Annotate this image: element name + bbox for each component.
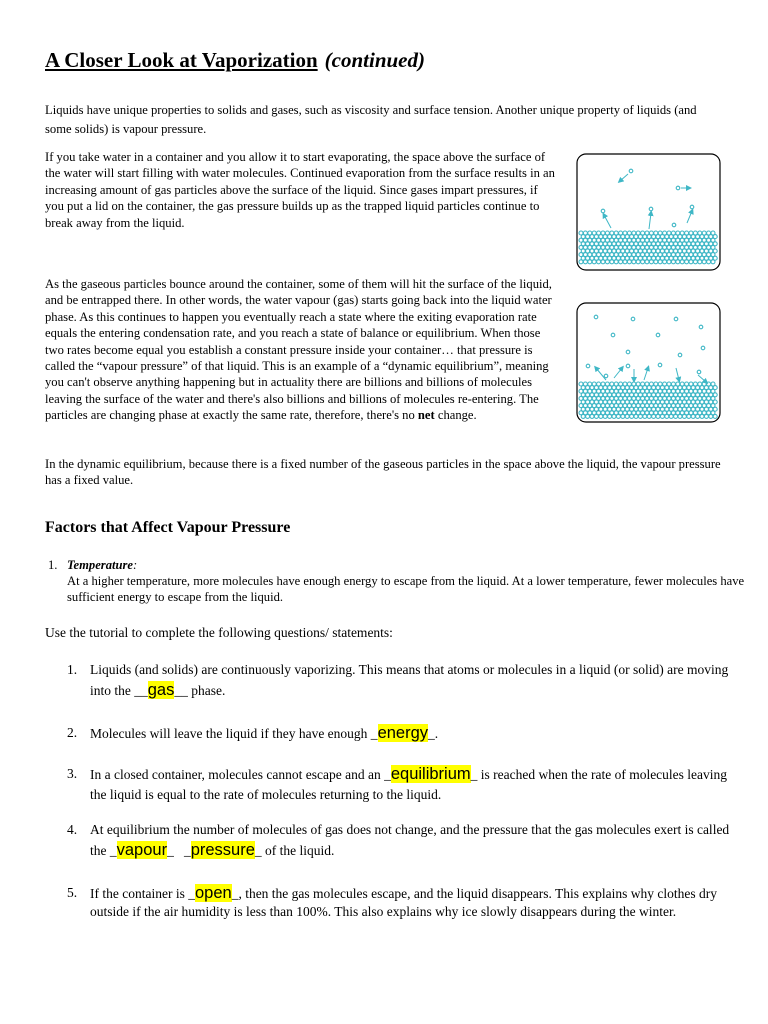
answer-highlight: vapour xyxy=(116,841,168,859)
molecule xyxy=(701,346,705,350)
answer-highlight-2: pressure xyxy=(190,841,255,859)
fixed-value-paragraph: In the dynamic equilibrium, because there is a fixed number of the gaseous particles in the space above the liquid, the vapour pressure has a fixed value. xyxy=(45,457,721,488)
molecule xyxy=(649,207,653,211)
molecule xyxy=(663,260,667,264)
molecule xyxy=(649,260,653,264)
molecule xyxy=(594,414,598,418)
molecule xyxy=(674,414,678,418)
molecule xyxy=(630,414,634,418)
molecule xyxy=(616,414,620,418)
molecule xyxy=(656,333,660,337)
molecule xyxy=(590,414,594,418)
molecule xyxy=(611,333,615,337)
molecule xyxy=(619,260,623,264)
molecule xyxy=(627,260,631,264)
molecule xyxy=(603,414,607,418)
molecule xyxy=(699,325,703,329)
molecule xyxy=(707,260,711,264)
liquid-molecules xyxy=(579,382,717,418)
molecule xyxy=(654,260,658,264)
molecule xyxy=(678,353,682,357)
molecule xyxy=(610,260,614,264)
molecule xyxy=(634,414,638,418)
answer-highlight: open xyxy=(194,884,232,902)
liquid-molecules xyxy=(579,231,717,264)
molecule xyxy=(713,414,717,418)
molecule xyxy=(625,414,629,418)
molecule xyxy=(665,414,669,418)
molecule xyxy=(696,414,700,418)
molecule xyxy=(643,414,647,418)
molecule xyxy=(667,260,671,264)
molecule xyxy=(621,414,625,418)
molecule xyxy=(697,370,701,374)
molecule xyxy=(711,260,715,264)
molecule xyxy=(597,260,601,264)
molecule xyxy=(629,169,633,173)
open-evaporation-figure xyxy=(576,153,721,271)
intro-paragraph: Liquids have unique properties to solids and gases, such as viscosity and surface tension. Another unique property of liquids (and some solids) is vapour pressure. xyxy=(45,103,697,136)
molecule xyxy=(586,364,590,368)
molecule xyxy=(685,260,689,264)
molecule xyxy=(626,350,630,354)
title-main: A Closer Look at Vaporization xyxy=(45,48,318,72)
answer-highlight: equilibrium xyxy=(390,765,471,783)
molecule xyxy=(605,260,609,264)
molecule xyxy=(579,260,583,264)
worksheet-page: A Closer Look at Vaporization (continued) Liquids have unique properties to solids and gases, such as viscosity and surface tension. Another unique property of liquids (and some solids) is vapour pressure. If you take water in a container and you allow it to start evaporating, the space above the surface of the water will start filling with water molecules. Continued evaporation from the surface results in an increasing amount of gas particles above the surface of the liquid. Since gases impart pressures, if you put a lid on the container, the gas pressure builds up as the trapped liquid particles continue to break away from the liquid. As the gaseous particles bounce around the container, some of them will hit the surface of the liquid, and be entrapped there. In other words, the water vapour (gas) starts going back into the liquid water phase. As this continues to happen you eventually reach a state where the exiting evaporation rate equals the entering condensation rate, and you reach a state of balance or equilibrium. When those two rates become equal you establish a constant pressure inside your container… that pressure is called the “vapour pressure” of that liquid. This is an example of a “dynamic equilibrium”, meaning you can't observe anything happening but in actuality there are billions and billions of molecules leaving the surface of the water and there's also billions and billions of molecules re-entering. The particles are changing phase at exactly the same rate, therefore, there's no net change. In the dynamic equilibrium, because there is a fixed number of the gaseous particles in the space above the liquid, the vapour pressure has a fixed value. Factors that Affect Vapour Pressure 1. Temperature: At a higher temperature, more molecules have enough energy to escape from the liquid. At a lower temperature, fewer molecules have sufficient energy to escape from the liquid. Use the tutorial to complete the following questions/ statements: 1. Liquids (and solids) are continuously vaporizing. This means that atoms or molecules in a liquid (or solid) are moving into the __gas__ phase. 2. Molecules will leave the liquid if they have enough _energy_. 3. In a closed container, molecules cannot escape and an _equilibrium_ is reached when the rate of molecules leaving the liquid is equal to the rate of molecules returning to the liquid. 4. At equilibrium the number of molecules of gas does not change, and the pressure that the gas molecules exert is called the _vapour_ _pressure_ of the liquid. 5. If the container is _open_, then the gas molecules escape, and the liquid disappears. This explains why clothes dry outside if the air humidity is less than 100%. This also explains why ice slowly disappears during the winter. xyxy=(0,0,768,1024)
molecule xyxy=(690,205,694,209)
molecule xyxy=(636,260,640,264)
molecule xyxy=(669,414,673,418)
molecule xyxy=(691,414,695,418)
factors-heading: Factors that Affect Vapour Pressure xyxy=(45,519,291,536)
molecule xyxy=(674,317,678,321)
molecule xyxy=(682,414,686,418)
molecule xyxy=(652,414,656,418)
molecule xyxy=(658,363,662,367)
molecule xyxy=(672,223,676,227)
molecule xyxy=(676,260,680,264)
molecule xyxy=(680,260,684,264)
molecule xyxy=(581,414,585,418)
molecule xyxy=(693,260,697,264)
closed-equilibrium-figure xyxy=(576,302,721,423)
molecule xyxy=(608,414,612,418)
molecule xyxy=(631,317,635,321)
molecule xyxy=(599,414,603,418)
molecule xyxy=(671,260,675,264)
molecule xyxy=(586,414,590,418)
factor-number: 1. xyxy=(48,558,58,572)
molecule xyxy=(601,260,605,264)
molecule xyxy=(614,260,618,264)
molecule xyxy=(594,315,598,319)
molecule xyxy=(601,209,605,213)
factor-description: At a higher temperature, more molecules have enough energy to escape from the liquid. At a lower temperature, fewer molecules have sufficient energy to escape from the liquid. xyxy=(67,574,745,605)
molecule xyxy=(641,260,645,264)
molecule xyxy=(647,414,651,418)
molecule xyxy=(604,374,608,378)
molecule xyxy=(698,260,702,264)
molecule xyxy=(658,260,662,264)
molecule xyxy=(588,260,592,264)
molecule xyxy=(645,260,649,264)
molecule xyxy=(676,186,680,190)
answer-highlight: energy xyxy=(377,724,429,742)
evaporation-paragraph: If you take water in a container and you allow it to start evaporating, the space above the surface of the water will start filling with water molecules. Continued evaporation from the surface results in an increasing amount of gas particles above the surface of the liquid. Since gases impart pressures, if you put a lid on the container, the gas pressure builds up as the trapped liquid particles continue to break away from the liquid. xyxy=(45,150,555,230)
molecule xyxy=(623,260,627,264)
page-title xyxy=(45,48,425,73)
molecule xyxy=(702,260,706,264)
molecule xyxy=(638,414,642,418)
instruction-text: Use the tutorial to complete the following questions/ statements: xyxy=(45,625,393,640)
answer-highlight: gas xyxy=(147,681,175,699)
molecule xyxy=(592,260,596,264)
factor-label: Temperature: xyxy=(67,558,138,572)
equilibrium-paragraph: As the gaseous particles bounce around the container, some of them will hit the surface of the liquid, and be entrapped there. In other words, the water vapour (gas) starts going back into the liquid water phase. As this continues to happen you eventually reach a state where the exiting evaporation rate equals the entering condensation rate, and you reach a state of balance or equilibrium. When those two rates become equal you establish a constant pressure inside your container… that pressure is called the “vapour pressure” of that liquid. This is an example of a “dynamic equilibrium”, meaning you can't observe anything happening but in actuality there are billions and billions of molecules leaving the surface of the water and there's also billions and billions of molecules re-entering. The particles are changing phase at exactly the same rate, therefore, there's no net change. xyxy=(45,277,552,423)
molecule xyxy=(700,414,704,418)
molecule xyxy=(687,414,691,418)
molecule xyxy=(689,260,693,264)
molecule xyxy=(656,414,660,418)
molecule xyxy=(709,414,713,418)
molecule xyxy=(678,414,682,418)
molecule xyxy=(660,414,664,418)
molecule xyxy=(626,364,630,368)
molecule xyxy=(632,260,636,264)
molecule xyxy=(583,260,587,264)
molecule xyxy=(704,414,708,418)
title-suffix: (continued) xyxy=(324,48,425,72)
molecule xyxy=(612,414,616,418)
